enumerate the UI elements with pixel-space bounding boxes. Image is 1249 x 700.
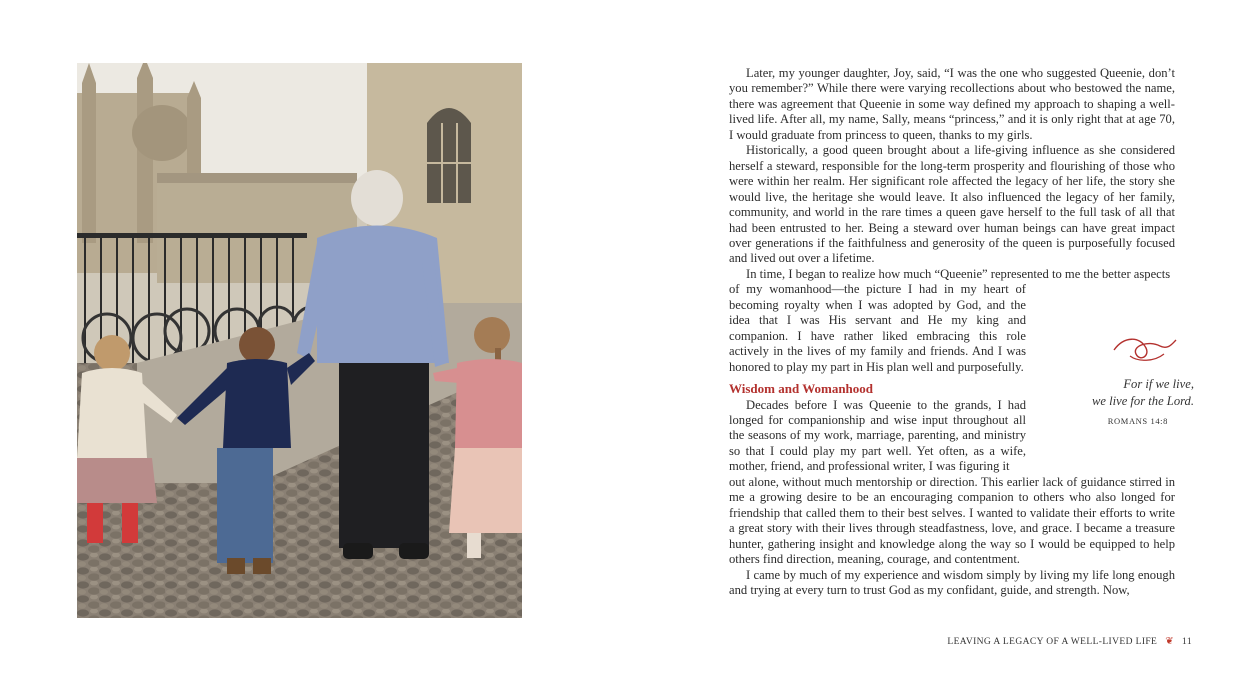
paragraph: I came by much of my experience and wisdom simply by living my life long enough and trying at every turn to trust God as my confidant, guide, and strength. Now,: [729, 567, 1175, 597]
paragraph: Historically, a good queen brought about a life-giving influence as she considered herself a steward, responsible for the long-term prosperity and flourishing of those who were within her realm. Her significant role affected the legacy of her life, the story she would live, the heritage she would leave. It also influenced the legacy of her family, community, and world in the rare times a queen gave herself to the full task of all that had been entrusted to her. Being a steward over human beings can have great impact over generations if the faithfulness and generosity of the queen is purposefully focused and lived out over a lifetime.: [729, 143, 1175, 266]
paragraph-narrow: Decades before I was Queenie to the grands, I had longed for companionship and wise input throughout all the seasons of my work, marriage, parenting, and ministry so that I could play my part well. Yet often, as a wife, mother, friend, and professional writer, I was figuring it: [729, 397, 1026, 474]
paragraph: In time, I began to realize how much “Queenie” represented to me the better aspects: [746, 266, 1171, 281]
leaf-icon: ❦: [1165, 636, 1175, 647]
page-number: 11: [1182, 636, 1192, 647]
scripture-sidebar: [1070, 332, 1220, 426]
photo-illustration: [77, 63, 522, 618]
paragraph: out alone, without much mentorship or direction. This earlier lack of guidance stirred in me a growing desire to be an encouraging companion to others who also longed for friendship that called them to their best selves. I wanted to validate their efforts to write a great story with their lives through steadfastness, love, and grace. I became a treasure hunter, gathering insight and knowledge along the way so I would be equipped to help others find direction, meaning, courage, and contentment.: [729, 474, 1175, 567]
running-title: LEAVING A LEGACY OF A WELL-LIVED LIFE: [947, 636, 1158, 647]
paragraph-narrow: of my womanhood—the picture I had in my heart of becoming royalty when I was adopted by God, and the idea that I was His servant and He my king and companion. I have rather liked embracing this role actively in the lives of my family and friends. And I was honored to play my part in His plan well and purposefully.: [729, 282, 1026, 374]
quote-line: we live for the Lord.: [1091, 393, 1194, 408]
scripture-reference: ROMANS 14:8: [1107, 416, 1168, 426]
quote-line: For if we live,: [1123, 377, 1194, 391]
paragraph: Later, my younger daughter, Joy, said, “I was the one who suggested Queenie, don’t you remember?” While there were varying recollections about who bestowed the name, there was agreement that Queenie in some way defined my approach to shaping a well-lived life. After all, my name, Sally, means “princess,” and it is only right that at age 70, I would graduate from princess to queen, thanks to my girls.: [729, 66, 1175, 142]
family-photo: [77, 63, 522, 618]
section-heading: Wisdom and Womanhood: [729, 381, 874, 397]
page-footer: [947, 636, 1192, 647]
flourish-icon: [1110, 332, 1180, 366]
